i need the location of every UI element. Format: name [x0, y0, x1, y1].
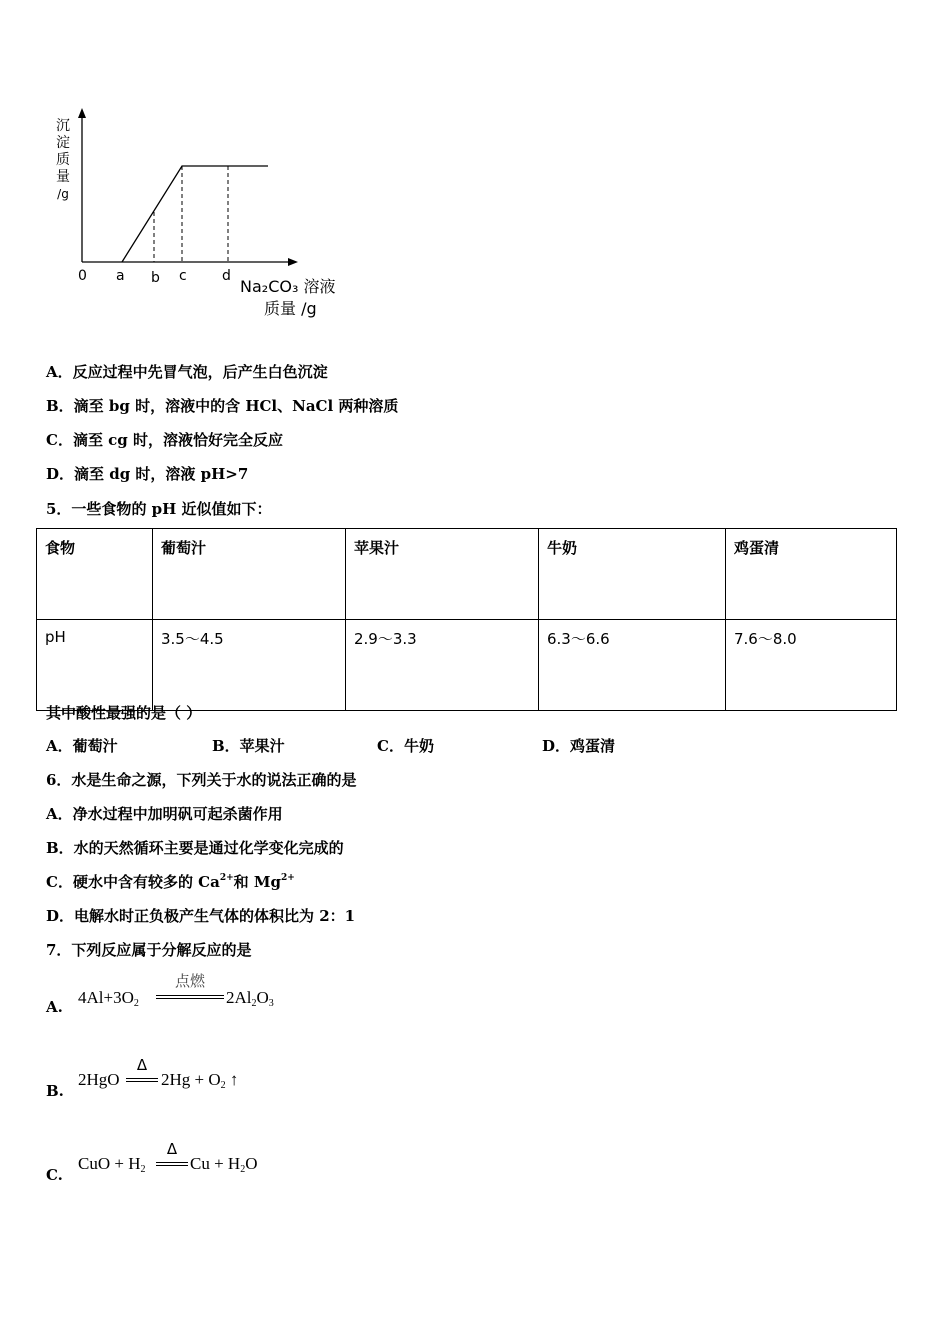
- ion-charge: 2+: [219, 873, 234, 883]
- q5-option-b: B．苹果汁: [212, 737, 285, 755]
- y-label-char: /g: [57, 187, 69, 201]
- equation-a-product: $2Al_2O_3$: [226, 988, 274, 1009]
- equals-line-bottom: [156, 1165, 188, 1166]
- x-tick-d: d: [222, 268, 231, 284]
- x-axis-label-line1: Na₂CO₃ 溶液: [240, 277, 336, 296]
- table-cell: 鸡蛋清: [726, 529, 897, 620]
- equals-line-top: [156, 995, 224, 996]
- ion-charge: 2+: [280, 873, 295, 883]
- table-cell: 6.3～6.6: [539, 620, 726, 711]
- x-tick-0: 0: [78, 268, 87, 284]
- reaction-condition-a: [156, 972, 224, 999]
- x-tick-c: c: [179, 268, 187, 284]
- q4-option-d: D．滴至 dg 时，溶液 pH>7: [46, 465, 249, 483]
- equals-line-top: [126, 1078, 158, 1079]
- table-row: [37, 620, 897, 711]
- heat-symbol: Δ: [136, 1056, 148, 1074]
- q6-option-d: D．电解水时正负极产生气体的体积比为 2：1: [46, 907, 356, 925]
- y-label-char: 质: [56, 152, 70, 168]
- q6-option-c: [46, 871, 295, 892]
- equation-c: CuO + $H_2$: [78, 1154, 146, 1175]
- q6-option-b: B．水的天然循环主要是通过化学变化完成的: [46, 839, 344, 857]
- q5-option-d: D．鸡蛋清: [542, 737, 616, 755]
- y-axis-label: [54, 118, 72, 203]
- x-tick-a: a: [116, 268, 125, 284]
- q7-option-a-label: A.: [46, 998, 63, 1016]
- equals-line-top: [156, 1162, 188, 1163]
- table-cell: 葡萄汁: [153, 529, 346, 620]
- equation-c-product: $Cu + H_2O$: [190, 1154, 258, 1175]
- equation-a: $4Al+3O_2$: [78, 988, 139, 1009]
- reaction-condition-b: [126, 1056, 158, 1082]
- equation-b: 2HgO: [78, 1070, 120, 1089]
- q6-option-c-prefix: C．硬水中含有较多的 Ca: [46, 873, 220, 891]
- q7-stem: 7．下列反应属于分解反应的是: [46, 941, 252, 959]
- equals-line-bottom: [156, 998, 224, 999]
- q4-option-b: B．滴至 bg 时，溶液中的含 HCl、NaCl 两种溶质: [46, 397, 399, 415]
- table-cell: 7.6～8.0: [726, 620, 897, 711]
- x-axis-label-line2: 质量 /g: [264, 299, 317, 318]
- table-cell: 牛奶: [539, 529, 726, 620]
- y-label-char: 沉: [56, 118, 70, 134]
- equation-b-product: $2Hg + O_2$ ↑: [161, 1070, 239, 1091]
- table-cell: 食物: [37, 529, 153, 620]
- x-tick-b: b: [151, 270, 160, 286]
- y-label-char: 量: [56, 169, 70, 185]
- ph-table: [36, 528, 897, 711]
- x-axis-arrow: [288, 258, 298, 266]
- q4-option-a: A．反应过程中先冒气泡，后产生白色沉淀: [46, 363, 328, 381]
- q6-option-c-mid: 和 Mg: [233, 873, 281, 891]
- table-cell: 2.9～3.3: [346, 620, 539, 711]
- table-cell: 3.5～4.5: [153, 620, 346, 711]
- q6-stem: 6．水是生命之源，下列关于水的说法正确的是: [46, 771, 357, 789]
- q7-option-c-label: C.: [46, 1166, 63, 1184]
- q5-stem: 5．一些食物的 pH 近似值如下：: [46, 500, 272, 518]
- reaction-condition-c: [156, 1140, 188, 1166]
- q5-option-c: C．牛奶: [377, 737, 434, 755]
- q4-option-c: C．滴至 cg 时，溶液恰好完全反应: [46, 431, 284, 449]
- q7-option-b-label: B.: [46, 1082, 64, 1100]
- heat-symbol: Δ: [166, 1140, 178, 1158]
- q5-question: 其中酸性最强的是（ ）: [46, 704, 202, 722]
- q5-option-a: A．葡萄汁: [46, 737, 118, 755]
- table-header-row: [37, 529, 897, 620]
- precipitate-curve: [122, 166, 268, 262]
- table-cell: pH: [37, 620, 153, 711]
- y-label-char: 淀: [56, 135, 70, 151]
- table-cell: 苹果汁: [346, 529, 539, 620]
- condition-ignite-label: 点燃: [174, 972, 205, 990]
- equals-line-bottom: [126, 1081, 158, 1082]
- y-axis-arrow: [78, 108, 86, 118]
- q6-option-a: A．净水过程中加明矾可起杀菌作用: [46, 805, 283, 823]
